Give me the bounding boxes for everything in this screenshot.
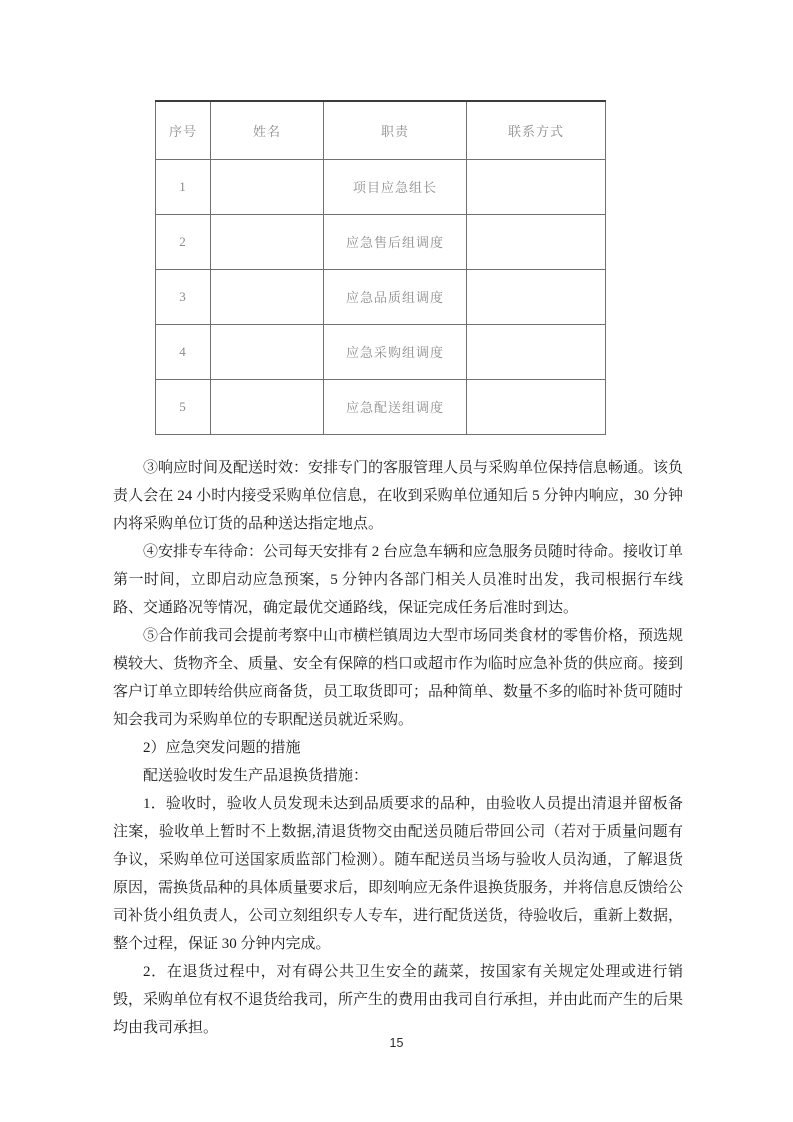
cell-contact [467, 379, 606, 434]
paragraph-standby-vehicles: ④安排专车待命：公司每天安排有 2 台应急车辆和应急服务员随时待命。接收订单第一时间，立即启动应急预案，5 分钟内各部门相关人员准时出发，我司根据行车线路、交通路况等情况，确定最优交通路线，保证完成任务后准时到达。 [113, 543, 684, 616]
header-serial-number: 序号 [156, 101, 211, 159]
table-header-row [156, 101, 606, 159]
cell-contact [467, 269, 606, 324]
cell-duty: 应急采购组调度 [324, 324, 467, 379]
cell-contact [467, 159, 606, 214]
table-row [156, 379, 606, 434]
table-row [156, 269, 606, 324]
cell-name [211, 269, 324, 324]
cell-contact [467, 214, 606, 269]
cell-name [211, 159, 324, 214]
document-body [113, 454, 683, 1042]
cell-duty: 应急品质组调度 [324, 269, 467, 324]
cell-serial: 1 [156, 159, 211, 214]
header-contact: 联系方式 [467, 101, 606, 159]
cell-name [211, 324, 324, 379]
cell-serial: 2 [156, 214, 211, 269]
table-row [156, 324, 606, 379]
table-row [156, 159, 606, 214]
header-duty: 职责 [324, 101, 467, 159]
page-number: 15 [389, 1036, 404, 1050]
table-row [156, 214, 606, 269]
header-name: 姓名 [211, 101, 324, 159]
cell-duty: 应急售后组调度 [324, 214, 467, 269]
cell-duty: 应急配送组调度 [324, 379, 467, 434]
heading-emergency-measures: 2）应急突发问题的措施 [143, 739, 301, 756]
cell-contact [467, 324, 606, 379]
cell-serial: 4 [156, 324, 211, 379]
paragraph-return-procedure: 1．验收时，验收人员发现未达到品质要求的品种，由验收人员提出清退并留板备注案，验收单上暂时不上数据,清退货物交由配送员随后带回公司（若对于质量问题有争议，采购单位可送国家质监部门检测）。随车配送员当场与验收人员沟通，了解退货原因，需换货品种的具体质量要求后，即刻响应无条件退换货服务，并将信息反馈给公司补货小组负责人，公司立刻组织专人专车，进行配货送货，待验收后，重新上数据，整个过程，保证 30 分钟内完成。 [113, 795, 684, 952]
heading-return-exchange-measures: 配送验收时发生产品退换货措施： [143, 767, 369, 784]
paragraph-disposal-liability: 2．在退货过程中，对有碍公共卫生安全的蔬菜，按国家有关规定处理或进行销毁，采购单位有权不退货给我司，所产生的费用由我司自行承担，并由此而产生的后果均由我司承担。 [113, 963, 684, 1036]
cell-serial: 3 [156, 269, 211, 324]
emergency-contacts-table [155, 100, 606, 435]
cell-name [211, 379, 324, 434]
cell-duty: 项目应急组长 [324, 159, 467, 214]
paragraph-backup-suppliers: ⑤合作前我司会提前考察中山市横栏镇周边大型市场同类食材的零售价格，预选规模较大、货物齐全、质量、安全有保障的档口或超市作为临时应急补货的供应商。接到客户订单立即转给供应商备货，员工取货即可；品种简单、数量不多的临时补货可随时知会我司为采购单位的专职配送员就近采购。 [113, 627, 684, 728]
cell-serial: 5 [156, 379, 211, 434]
paragraph-response-time: ③响应时间及配送时效：安排专门的客服管理人员与采购单位保持信息畅通。该负责人会在 24 小时内接受采购单位信息，在收到采购单位通知后 5 分钟内响应，30 分钟内将采购单位订货的品种送达指定地点。 [113, 459, 684, 532]
cell-name [211, 214, 324, 269]
